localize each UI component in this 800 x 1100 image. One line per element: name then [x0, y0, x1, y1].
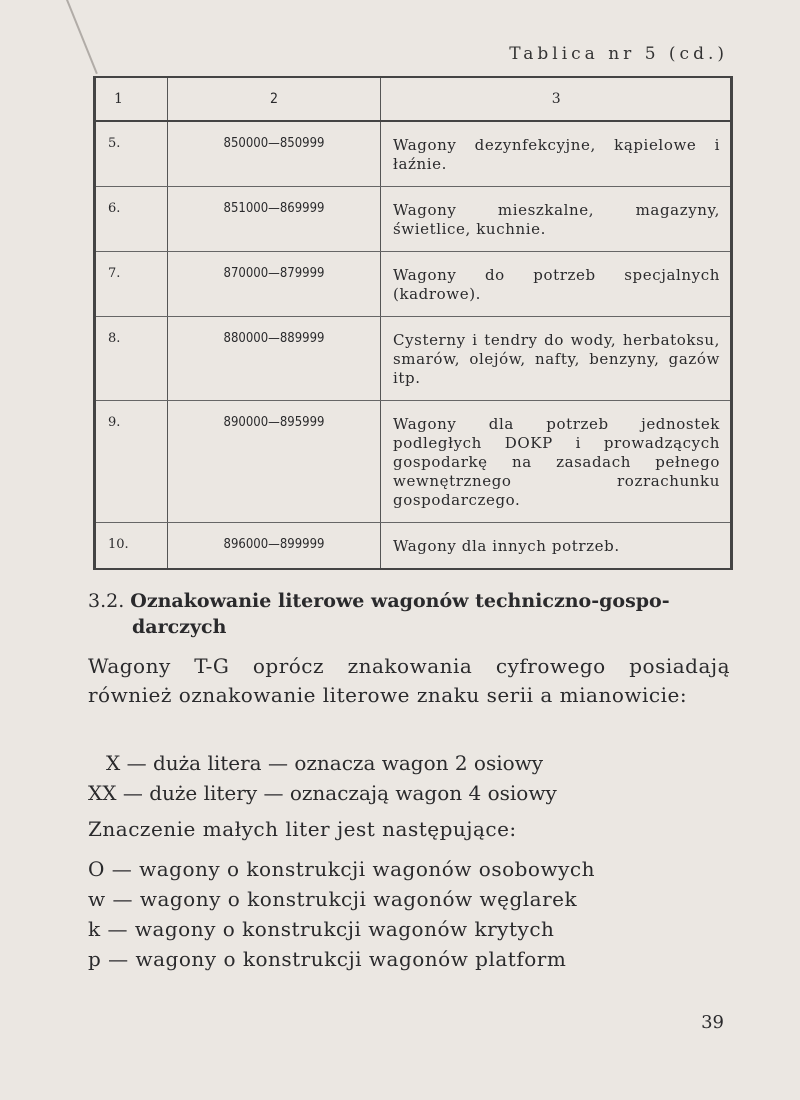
small-letter-definitions: [88, 854, 595, 974]
number-range: 851000—869999: [168, 187, 381, 252]
row-number: 10.: [95, 523, 168, 570]
section-title-line1: Oznakowanie literowe wagonów techniczno-gospo-: [130, 590, 670, 612]
wagon-description: Cysterny i tendry do wody, herbatoksu, smarów, olejów, nafty, benzyny, gazów itp.: [381, 317, 732, 401]
wagon-description: Wagony mieszkalne, magazyny, świetlice, kuchnie.: [381, 187, 732, 252]
definition-line: w — wagony o konstrukcji wagonów węglarek: [88, 887, 578, 911]
column-header: 1: [95, 77, 168, 121]
scan-mark: [66, 0, 98, 74]
definition-line: X — duża litera — oznacza wagon 2 osiowy: [106, 751, 544, 775]
table-row: [95, 523, 732, 570]
table-caption: Tablica nr 5 (cd.): [509, 44, 728, 64]
page-number: 39: [701, 1012, 724, 1033]
definition-line: k — wagony o konstrukcji wagonów krytych: [88, 917, 555, 941]
section-title-line2: darczych: [132, 616, 227, 638]
wagon-description: Wagony dla potrzeb jednostek podległych DOKP i prowadzących gospodarkę na zasadach pełnego wewnętrznego rozrachunku gospodarczego.: [381, 401, 732, 523]
row-number: 8.: [95, 317, 168, 401]
row-number: 9.: [95, 401, 168, 523]
body-paragraph: Wagony T-G oprócz znakowania cyfrowego posiadają również oznakowanie literowe znaku serii a mianowicie:: [88, 654, 730, 707]
definition-line: XX — duże litery — oznaczają wagon 4 osiowy: [88, 781, 557, 805]
table-row: [95, 317, 732, 401]
table-row: [95, 401, 732, 523]
table-row: [95, 187, 732, 252]
wagon-description: Wagony do potrzeb specjalnych (kadrowe).: [381, 252, 732, 317]
wagon-description: Wagony dla innych potrzeb.: [393, 537, 620, 555]
column-header: 2: [168, 77, 381, 121]
section-number: 3.2.: [88, 590, 125, 612]
number-range: 880000—889999: [168, 317, 381, 401]
number-range: 896000—899999: [168, 523, 381, 570]
row-number: 5.: [95, 121, 168, 187]
wagon-number-table: [93, 76, 733, 570]
number-range: 890000—895999: [168, 401, 381, 523]
table-row: [95, 121, 732, 187]
wagon-description: Wagony dezynfekcyjne, kąpielowe i łaźnie.: [381, 121, 732, 187]
row-number: 7.: [95, 252, 168, 317]
column-header: 3: [381, 77, 732, 121]
capital-letter-definitions: [88, 748, 728, 808]
definition-line: p — wagony o konstrukcji wagonów platform: [88, 947, 567, 971]
table-row: [95, 252, 732, 317]
number-range: 870000—879999: [168, 252, 381, 317]
row-number: 6.: [95, 187, 168, 252]
number-range: 850000—850999: [168, 121, 381, 187]
definition-line: O — wagony o konstrukcji wagonów osobowych: [88, 857, 595, 881]
small-letters-intro: Znaczenie małych liter jest następujące:: [88, 817, 517, 841]
section-heading: [88, 588, 738, 640]
table-header-row: [95, 77, 732, 121]
